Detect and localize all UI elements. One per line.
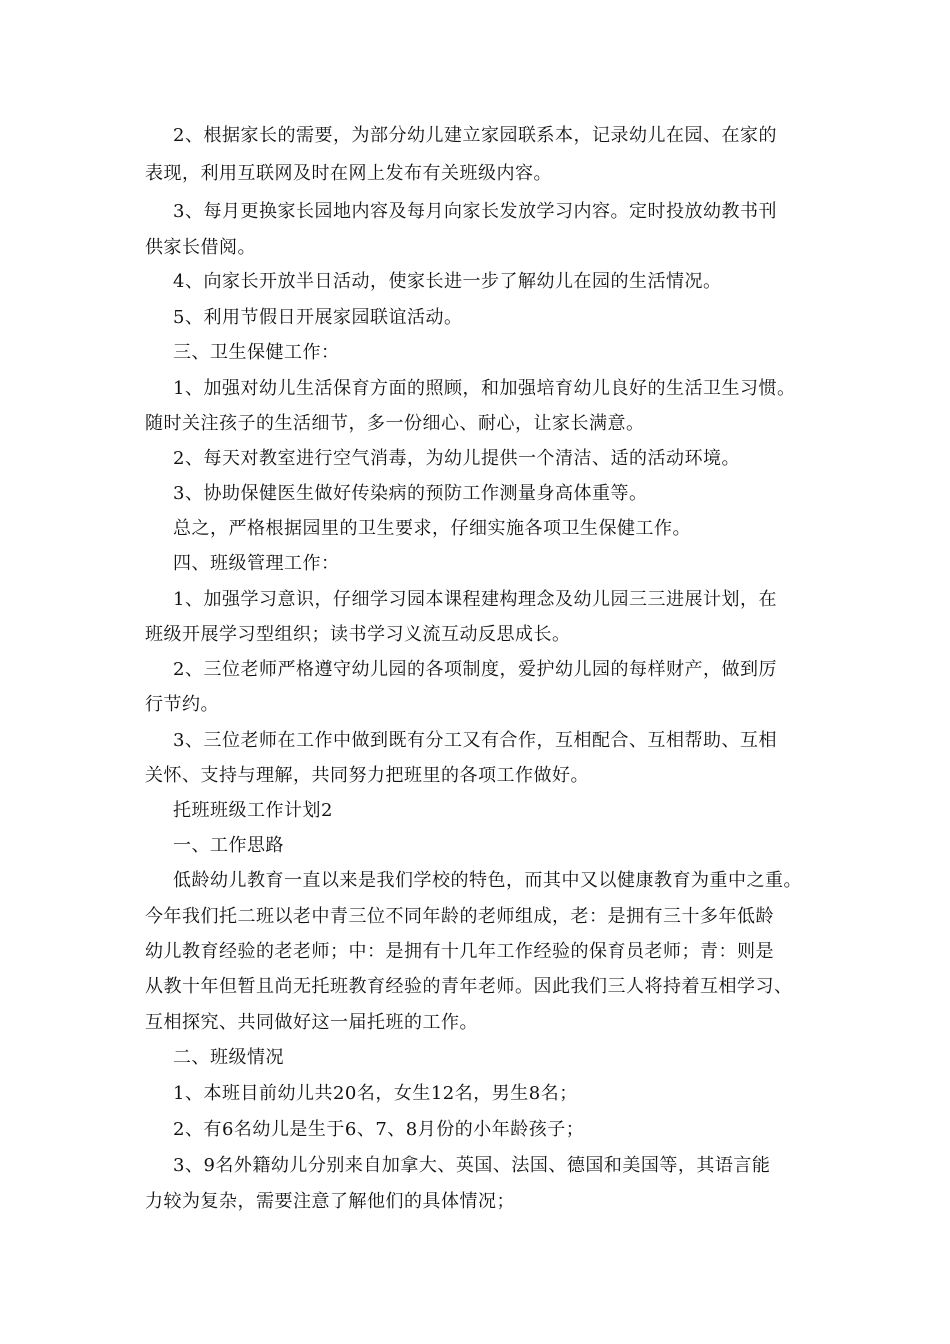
paragraph-line: 2、三位老师严格遵守幼儿园的各项制度，爱护幼儿园的每样财产，做到厉 bbox=[173, 659, 777, 680]
paragraph-line: 1、加强学习意识，仔细学习园本课程建构理念及幼儿园三三进展计划，在 bbox=[173, 589, 777, 610]
paragraph-line: 5、利用节假日开展家园联谊活动。 bbox=[173, 307, 463, 328]
document-title: 托班班级工作计划2 bbox=[173, 800, 333, 821]
paragraph-line: 关怀、支持与理解，共同努力把班里的各项工作做好。 bbox=[145, 765, 589, 786]
paragraph-line: 3、9名外籍幼儿分别来自加拿大、英国、法国、德国和美国等，其语言能 bbox=[173, 1155, 771, 1176]
paragraph-line: 幼儿教育经验的老老师；中：是拥有十几年工作经验的保育员老师；青：则是 bbox=[145, 941, 774, 962]
paragraph-line: 2、有6名幼儿是生于6、7、8月份的小年龄孩子； bbox=[173, 1119, 585, 1140]
paragraph-line: 行节约。 bbox=[145, 694, 219, 715]
paragraph-line: 班级开展学习型组织；读书学习义流互动反思成长。 bbox=[145, 624, 571, 645]
section-heading: 四、班级管理工作： bbox=[173, 553, 340, 574]
section-heading: 三、卫生保健工作： bbox=[173, 342, 340, 363]
paragraph-line: 2、根据家长的需要，为部分幼儿建立家园联系本，记录幼儿在园、在家的 bbox=[173, 125, 777, 146]
paragraph-line: 今年我们托二班以老中青三位不同年龄的老师组成，老：是拥有三十多年低龄 bbox=[145, 906, 774, 927]
paragraph-line: 1、加强对幼儿生活保育方面的照顾，和加强培育幼儿良好的生活卫生习惯。 bbox=[173, 378, 796, 399]
paragraph-line: 3、每月更换家长园地内容及每月向家长发放学习内容。定时投放幼教书刊 bbox=[173, 201, 777, 222]
paragraph-line: 3、三位老师在工作中做到既有分工又有合作，互相配合、互相帮助、互相 bbox=[173, 730, 777, 751]
paragraph-line: 3、协助保健医生做好传染病的预防工作测量身高体重等。 bbox=[173, 483, 648, 504]
paragraph-line: 力较为复杂，需要注意了解他们的具体情况； bbox=[145, 1191, 515, 1212]
paragraph-line: 低龄幼儿教育一直以来是我们学校的特色，而其中又以健康教育为重中之重。 bbox=[173, 870, 802, 891]
paragraph-line: 互相探究、共同做好这一届托班的工作。 bbox=[145, 1012, 478, 1033]
paragraph-line: 总之，严格根据园里的卫生要求，仔细实施各项卫生保健工作。 bbox=[173, 518, 691, 539]
paragraph-line: 1、本班目前幼儿共20名，女生12名，男生8名； bbox=[173, 1083, 578, 1104]
paragraph-line: 4、向家长开放半日活动，使家长进一步了解幼儿在园的生活情况。 bbox=[173, 271, 722, 292]
paragraph-line: 表现，利用互联网及时在网上发布有关班级内容。 bbox=[145, 163, 552, 184]
section-heading: 二、班级情况 bbox=[173, 1047, 284, 1068]
section-heading: 一、工作思路 bbox=[173, 835, 284, 856]
paragraph-line: 随时关注孩子的生活细节，多一份细心、耐心，让家长满意。 bbox=[145, 413, 645, 434]
paragraph-line: 供家长借阅。 bbox=[145, 237, 256, 258]
paragraph-line: 2、每天对教室进行空气消毒，为幼儿提供一个清洁、适的活动环境。 bbox=[173, 448, 740, 469]
paragraph-line: 从教十年但暂且尚无托班教育经验的青年老师。因此我们三人将持着互相学习、 bbox=[145, 976, 793, 997]
